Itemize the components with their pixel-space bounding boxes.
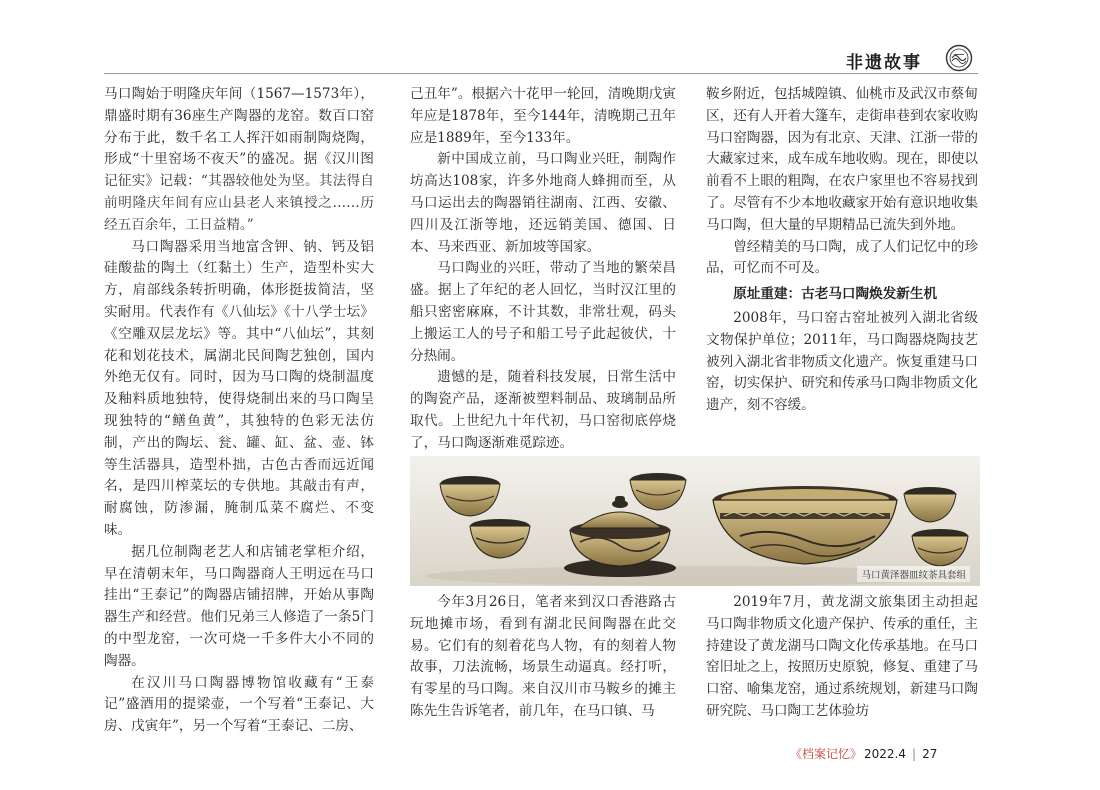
historical-quote: “其器较他处为坚。其法得自前明隆庆年间有应山县老人来镇授之……历经五百余年，工日益精。” [104,173,375,233]
page-footer [790,745,980,765]
paragraph-heritage-listing: 2008年，马口窑古窑址被列入湖北省级文物保护单位；2011年，马口陶器烧陶技艺被列入湖北省非物质文化遗产。恢复重建马口窑，切实保护、研究和传承马口陶非物质文化遗产，刻不容缓。 [706,309,978,414]
paragraph-memory-treasure: 曾经精美的马口陶，成了人们记忆中的珍品，可忆而不可及。 [706,238,978,277]
article-column-3 [706,84,978,417]
paragraph-collectors: 鞍乡附近，包括城隍镇、仙桃市及武汉市蔡甸区，还有人开着大篷车，走街串巷到农家收购马口窑陶器，因为有北京、天津、江浙一带的大藏家过来，成车成车地收购。现在，即使以前看不上眼的粗陶，在农户家里也不容易找到了。尽管有不少本地收藏家开始有意识地收集马口陶，但大量的早期精品已流失到外地。 [706,86,978,233]
header-rule [104,73,978,74]
article-column-2 [410,84,676,455]
paragraph-prosperity: 新中国成立前，马口陶业兴旺，制陶作坊高达108家，许多外地商人蜂拥而至，从马口运出去的陶器销往湖南、江西、安徽、四川及江浙等地，还远销美国、德国、日本、马来西亚、新加坡等国家。 [410,151,676,255]
paragraph-origin: 马口陶始于明隆庆年间（1567—1573年），鼎盛时期有36座生产陶器的龙窑。数百口窑分布于此，数千名工人挥汗如雨制陶烧陶，形成“十里窑场不夜天”的盛况。据《汉川图记征实》记载： [104,86,374,190]
paragraph-material: 马口陶器采用当地富含钾、钠、钙及铝硅酸盐的陶土（红黏土）生产，造型朴实大方，肩部线条转折明确，体形挺拔简洁，坚实耐用。代表作有《八仙坛》《十八学士坛》《空雕双层龙坛》等。其中“八仙坛”，其刻花和划花技术，属湖北民间陶艺独创，国内外绝无仅有。同时，因为马口陶的烧制温度及釉料质地独特，使得烧制出来的马口陶呈现独特的“鳝鱼黄”，其独特的色彩无法仿制，产出的陶坛、瓮、罐、缸、盆、壶、钵等生活器具，造型朴拙，古色古香而远近闻名，是四川榨菜坛的专供地。其敲击有声，耐腐蚀，防渗漏，腌制瓜菜不腐烂、不变味。 [104,238,374,538]
paragraph-dates: 己丑年”。根据六十花甲一轮回，清晚期戊寅年应是1878年，至今144年，清晚期己丑年应是1889年，至今133年。 [410,86,676,146]
paragraph-museum: 在汉川马口陶器博物馆收藏有“王泰记”盛酒用的提梁壶，一个写着“王泰记、大房、戊寅年”，另一个写着“王泰记、二房、 [104,674,374,735]
article-column-1 [104,84,374,738]
paragraph-reconstruction: 2019年7月，黄龙湖文旅集团主动担起马口陶非物质文化遗产保护、传承的重任，主持建设了黄龙湖马口陶文化传承基地。在马口窑旧址之上，按照历史原貌，修复、重建了马口窑、喻集龙窑，通过系统规划，新建马口陶研究院、马口陶工艺体验坊 [706,594,978,719]
article-column-3-lower [706,592,978,723]
paragraph-market-visit: 今年3月26日，笔者来到汉口香港路古玩地摊市场，看到有湖北民间陶器在此交易。它们有的刻着花鸟人物，有的刻着人物故事，刀法流畅，场景生动逼真。经打听，有零星的马口陶。来自汉川市马鞍乡的摊主陈先生告诉笔者，前几年，在马口镇、马 [410,594,676,719]
section-title: 非遗故事 [846,53,922,73]
page-number: 27 [922,747,938,761]
footer-separator: | [912,747,917,761]
paragraph-decline: 遗憾的是，随着科技发展，日常生活中的陶瓷产品，逐渐被塑料制品、玻璃制品所取代。上世纪九十年代初，马口窑彻底停烧了，马口陶逐渐难觅踪迹。 [410,369,676,451]
pottery-tea-set-photo [410,456,980,586]
magazine-name: 《档案记忆》 [790,747,863,761]
photo-caption: 马口黄泽器皿纹茶具套组 [857,566,970,582]
section-subheading: 原址重建：古老马口陶焕发新生机 [733,286,938,303]
article-column-2-lower [410,592,676,723]
page-header [0,0,1100,90]
issue-number: 2022.4 [864,747,907,761]
paragraph-wangtaiji: 据几位制陶老艺人和店铺老掌柜介绍，早在清朝末年，马口陶器商人王明远在马口挂出“王泰记”的陶器店铺招牌，开始从事陶器生产和经营。他们兄弟三人修造了一条5门的中型龙窑，一次可烧一千多件大小不同的陶器。 [104,543,374,669]
paragraph-memories: 马口陶业的兴旺，带动了当地的繁荣昌盛。据上了年纪的老人回忆，当时汉江里的船只密密麻麻，不计其数，非常壮观，码头上搬运工人的号子和船工号子此起彼伏，十分热闹。 [410,260,676,364]
section-emblem-icon [945,44,973,72]
